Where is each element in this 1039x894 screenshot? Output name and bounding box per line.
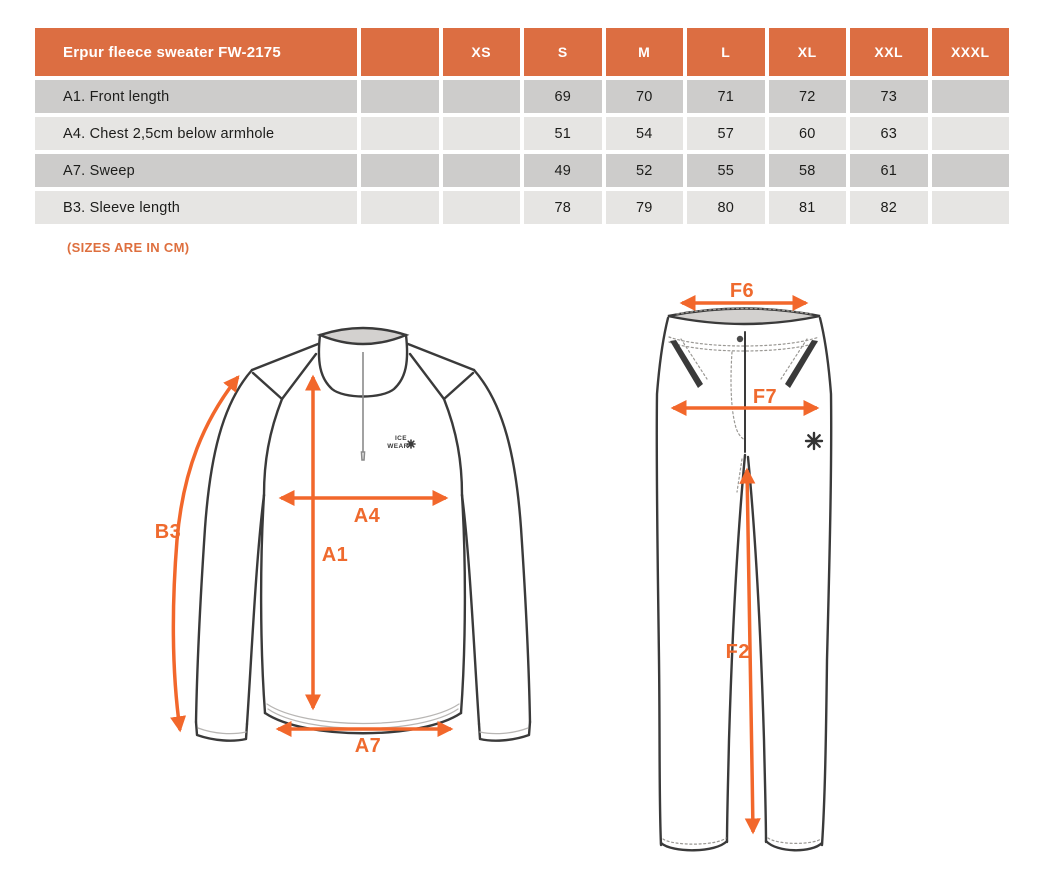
row-label: A1. Front length bbox=[35, 80, 357, 113]
size-header-s: S bbox=[524, 28, 602, 76]
snowflake-icon bbox=[806, 433, 822, 449]
sweater-label-b3: B3 bbox=[154, 521, 182, 543]
size-cell: 52 bbox=[606, 154, 684, 187]
size-cell: 55 bbox=[687, 154, 765, 187]
row-label: B3. Sleeve length bbox=[35, 191, 357, 224]
size-cell: 60 bbox=[769, 117, 847, 150]
pants-label-f6: F6 bbox=[729, 280, 755, 302]
size-cell: 57 bbox=[687, 117, 765, 150]
size-header-xs: XS bbox=[443, 28, 521, 76]
size-cell: 80 bbox=[687, 191, 765, 224]
size-header-m: M bbox=[606, 28, 684, 76]
size-cell: 79 bbox=[606, 191, 684, 224]
size-cell: 72 bbox=[769, 80, 847, 113]
pants-drawing bbox=[657, 280, 831, 850]
sweater-label-a1: A1 bbox=[321, 544, 349, 566]
size-cell: 82 bbox=[850, 191, 928, 224]
size-cell: 54 bbox=[606, 117, 684, 150]
size-cell: 73 bbox=[850, 80, 928, 113]
size-cell: 69 bbox=[524, 80, 602, 113]
size-cell: 70 bbox=[606, 80, 684, 113]
row-label: A4. Chest 2,5cm below armhole bbox=[35, 117, 357, 150]
row-label: A7. Sweep bbox=[35, 154, 357, 187]
size-cell: 61 bbox=[850, 154, 928, 187]
size-cell: 63 bbox=[850, 117, 928, 150]
sweater-drawing bbox=[155, 328, 530, 757]
size-header-xxl: XXL bbox=[850, 28, 928, 76]
waist-button bbox=[737, 336, 743, 342]
brand-logo-text-line1: ICE bbox=[394, 435, 408, 442]
size-header-xxxl: XXXL bbox=[932, 28, 1010, 76]
size-header-xl: XL bbox=[769, 28, 847, 76]
size-cell: 58 bbox=[769, 154, 847, 187]
product-title: Erpur fleece sweater FW-2175 bbox=[35, 28, 357, 76]
sweater-label-a7: A7 bbox=[354, 735, 382, 757]
snowflake-icon bbox=[407, 440, 415, 448]
units-note: (SIZES ARE IN CM) bbox=[67, 240, 190, 255]
size-cell: 81 bbox=[769, 191, 847, 224]
size-cell: 78 bbox=[524, 191, 602, 224]
brand-logo-text-line2: WEAR bbox=[387, 443, 409, 450]
pants-label-f2: F2 bbox=[725, 641, 750, 663]
pants-label-f7: F7 bbox=[752, 386, 778, 408]
size-cell: 71 bbox=[687, 80, 765, 113]
size-cell: 49 bbox=[524, 154, 602, 187]
size-cell: 51 bbox=[524, 117, 602, 150]
sweater-label-a4: A4 bbox=[353, 505, 381, 527]
size-header-l: L bbox=[687, 28, 765, 76]
